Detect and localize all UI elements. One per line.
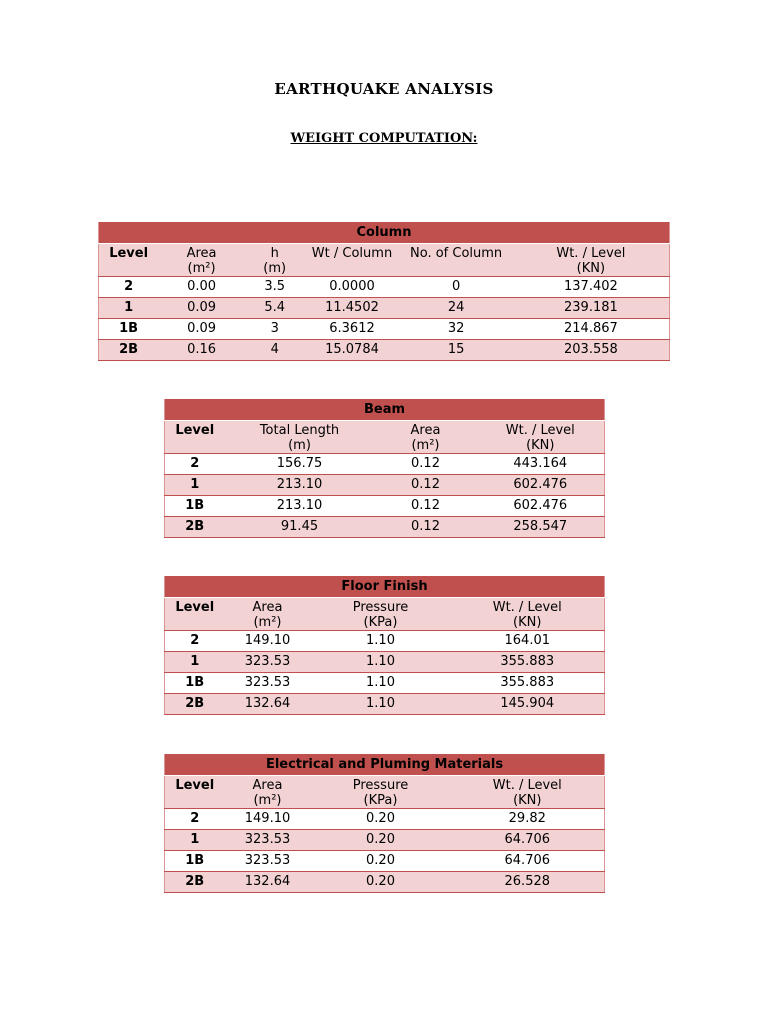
- column-header: [245, 244, 305, 277]
- table-cell: 1.10: [311, 652, 451, 673]
- beam-table: [164, 399, 605, 538]
- column-header: [451, 776, 605, 809]
- column-header: [158, 244, 245, 277]
- table-caption: Beam: [165, 399, 605, 421]
- level-cell: 1: [165, 475, 225, 496]
- table-cell: 3: [245, 319, 305, 340]
- level-cell: 1B: [165, 673, 225, 694]
- table-cell: 5.4: [245, 298, 305, 319]
- header-label: Area: [410, 423, 441, 438]
- header-unit: (KPa): [363, 615, 398, 630]
- level-cell: 2B: [165, 694, 225, 715]
- table-cell: 132.64: [225, 872, 311, 893]
- table-cell: 0.20: [311, 872, 451, 893]
- table-cell: 0.12: [375, 517, 477, 538]
- table-cell: 3.5: [245, 277, 305, 298]
- header-label: Level: [109, 246, 149, 261]
- table-header-row: [165, 776, 605, 809]
- level-cell: 1B: [99, 319, 159, 340]
- table-caption: Floor Finish: [165, 576, 605, 598]
- table-cell: 355.883: [451, 673, 605, 694]
- table-cell: 258.547: [477, 517, 605, 538]
- column-header: [311, 598, 451, 631]
- header-label: Wt. / Level: [556, 246, 626, 261]
- table-row: [165, 694, 605, 715]
- table-header-row: [99, 244, 670, 277]
- table-cell: 15: [399, 340, 512, 361]
- table-cell: 0: [399, 277, 512, 298]
- header-label: Pressure: [352, 778, 409, 793]
- table-row: [165, 475, 605, 496]
- level-cell: 1B: [165, 851, 225, 872]
- table-row: [99, 298, 670, 319]
- table-cell: 29.82: [451, 809, 605, 830]
- header-label: Area: [186, 246, 217, 261]
- table-cell: 602.476: [477, 496, 605, 517]
- table-cell: 0.12: [375, 496, 477, 517]
- level-cell: 1: [165, 652, 225, 673]
- table-row: [99, 340, 670, 361]
- table-cell: 203.558: [513, 340, 670, 361]
- table-cell: 443.164: [477, 454, 605, 475]
- level-cell: 2B: [99, 340, 159, 361]
- column-header: [399, 244, 512, 277]
- header-label: Level: [175, 778, 215, 793]
- table-cell: 132.64: [225, 694, 311, 715]
- table-cell: 0.00: [158, 277, 245, 298]
- table-row: [165, 830, 605, 851]
- table-cell: 213.10: [225, 496, 375, 517]
- table-cell: 91.45: [225, 517, 375, 538]
- header-label: Level: [175, 600, 215, 615]
- header-label: No. of Column: [410, 246, 503, 261]
- table-row: [99, 319, 670, 340]
- level-cell: 2: [99, 277, 159, 298]
- header-unit: (m²): [253, 615, 282, 630]
- floor-finish-table: [164, 576, 605, 715]
- table-cell: 1.10: [311, 673, 451, 694]
- header-unit: (KN): [513, 615, 542, 630]
- table-cell: 64.706: [451, 830, 605, 851]
- column-header: [165, 598, 225, 631]
- table-header-row: [165, 598, 605, 631]
- table-cell: 0.16: [158, 340, 245, 361]
- table-cell: 323.53: [225, 851, 311, 872]
- table-cell: 602.476: [477, 475, 605, 496]
- column-header: [305, 244, 400, 277]
- table-row: [165, 809, 605, 830]
- column-header: [225, 421, 375, 454]
- column-header: [225, 776, 311, 809]
- table-row: [165, 872, 605, 893]
- header-label: Total Length: [259, 423, 340, 438]
- table-cell: 15.0784: [305, 340, 400, 361]
- level-cell: 1: [165, 830, 225, 851]
- table-cell: 0.12: [375, 475, 477, 496]
- column-header: [311, 776, 451, 809]
- column-header: [477, 421, 605, 454]
- table-cell: 145.904: [451, 694, 605, 715]
- header-unit: (m): [263, 261, 287, 276]
- level-cell: 2: [165, 631, 225, 652]
- level-cell: 2: [165, 454, 225, 475]
- table-cell: 164.01: [451, 631, 605, 652]
- table-cell: 149.10: [225, 631, 311, 652]
- column-header: [165, 421, 225, 454]
- header-unit: (m²): [411, 438, 440, 453]
- column-header: [375, 421, 477, 454]
- header-unit: (KN): [576, 261, 606, 276]
- table-header-row: [165, 421, 605, 454]
- table-cell: 64.706: [451, 851, 605, 872]
- column-header: [99, 244, 159, 277]
- table-cell: 1.10: [311, 694, 451, 715]
- column-header: [165, 776, 225, 809]
- table-row: [99, 277, 670, 298]
- table-cell: 26.528: [451, 872, 605, 893]
- table-cell: 0.09: [158, 319, 245, 340]
- header-unit: (m): [288, 438, 311, 453]
- section-subtitle: WEIGHT COMPUTATION:: [290, 131, 478, 146]
- page-title: EARTHQUAKE ANALYSIS: [274, 80, 494, 98]
- table-cell: 0.09: [158, 298, 245, 319]
- level-cell: 1: [99, 298, 159, 319]
- table-cell: 6.3612: [305, 319, 400, 340]
- level-cell: 2B: [165, 517, 225, 538]
- table-cell: 1.10: [311, 631, 451, 652]
- table-row: [165, 673, 605, 694]
- table-cell: 156.75: [225, 454, 375, 475]
- table-cell: 24: [399, 298, 512, 319]
- header-unit: (KPa): [363, 793, 398, 808]
- table-cell: 11.4502: [305, 298, 400, 319]
- column-header: [513, 244, 670, 277]
- header-label: Area: [252, 600, 283, 615]
- header-unit: (KN): [526, 438, 555, 453]
- table-cell: 0.20: [311, 809, 451, 830]
- table-cell: 0.0000: [305, 277, 400, 298]
- table-cell: 0.12: [375, 454, 477, 475]
- header-label: Wt. / Level: [492, 600, 562, 615]
- table-cell: 213.10: [225, 475, 375, 496]
- table-row: [165, 496, 605, 517]
- header-unit: (m²): [187, 261, 216, 276]
- table-cell: 32: [399, 319, 512, 340]
- header-unit: (KN): [513, 793, 542, 808]
- table-cell: 239.181: [513, 298, 670, 319]
- header-unit: (m²): [253, 793, 282, 808]
- column-header: [225, 598, 311, 631]
- table-cell: 355.883: [451, 652, 605, 673]
- level-cell: 2: [165, 809, 225, 830]
- table-cell: 0.20: [311, 851, 451, 872]
- header-label: Pressure: [352, 600, 409, 615]
- header-label: Wt. / Level: [492, 778, 562, 793]
- level-cell: 2B: [165, 872, 225, 893]
- column-table: [98, 222, 670, 361]
- header-label: Area: [252, 778, 283, 793]
- header-label: Wt. / Level: [505, 423, 575, 438]
- header-label: Wt / Column: [311, 246, 393, 261]
- electrical-pluming-table: [164, 754, 605, 893]
- table-cell: 323.53: [225, 673, 311, 694]
- table-cell: 149.10: [225, 809, 311, 830]
- header-label: Level: [175, 423, 215, 438]
- table-cell: 323.53: [225, 652, 311, 673]
- header-label: h: [270, 246, 279, 261]
- table-cell: 323.53: [225, 830, 311, 851]
- table-cell: 214.867: [513, 319, 670, 340]
- table-caption: Electrical and Pluming Materials: [165, 754, 605, 776]
- table-caption: Column: [99, 222, 670, 244]
- table-cell: 4: [245, 340, 305, 361]
- table-cell: 137.402: [513, 277, 670, 298]
- table-row: [165, 652, 605, 673]
- table-row: [165, 454, 605, 475]
- column-header: [451, 598, 605, 631]
- table-row: [165, 851, 605, 872]
- table-row: [165, 631, 605, 652]
- table-row: [165, 517, 605, 538]
- level-cell: 1B: [165, 496, 225, 517]
- table-cell: 0.20: [311, 830, 451, 851]
